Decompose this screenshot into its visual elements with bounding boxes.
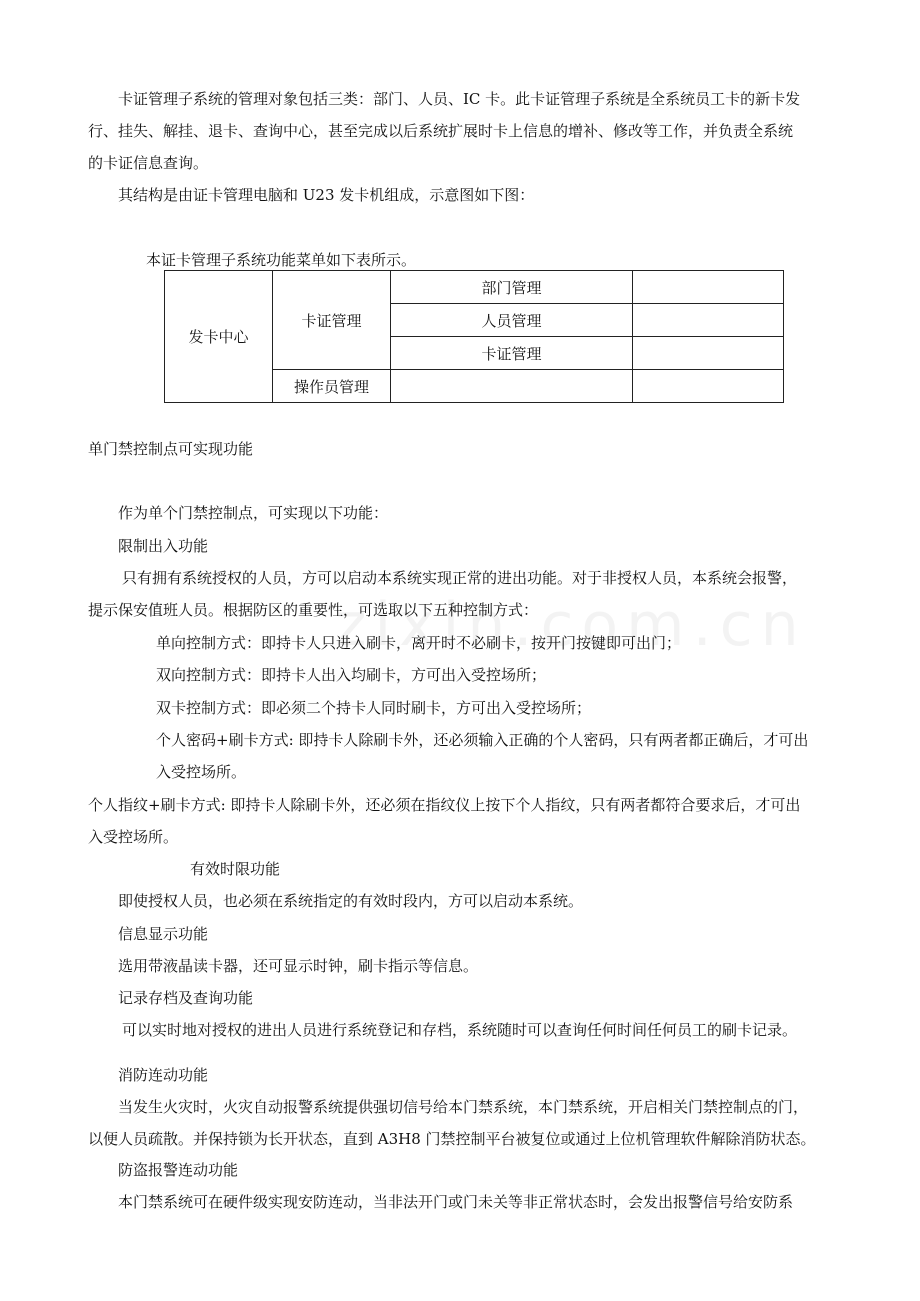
access-limit-line-1: 只有拥有系统授权的人员，方可以启动本系统实现正常的进出功能。对于非授权人员，本系统会报警， bbox=[122, 569, 798, 587]
table-cell-empty bbox=[633, 370, 784, 403]
info-display-text: 选用带液晶读卡器，还可显示时钟，刷卡指示等信息。 bbox=[118, 957, 479, 975]
mode-pin-card-line-2: 入受控场所。 bbox=[156, 763, 247, 781]
record-text: 可以实时地对授权的进出人员进行系统登记和存档，系统随时可以查询任何时间任何员工的刷卡记录。 bbox=[122, 1021, 798, 1039]
table-cell-operator-management: 操作员管理 bbox=[273, 370, 391, 403]
heading-alarm-link: 防盗报警连动功能 bbox=[118, 1161, 239, 1179]
as-single-point-line: 作为单个门禁控制点，可实现以下功能： bbox=[118, 504, 389, 522]
heading-record: 记录存档及查询功能 bbox=[118, 989, 254, 1007]
mode-one-way: 单向控制方式：即持卡人只进入刷卡，离开时不必刷卡，按开门按键即可出门； bbox=[156, 634, 682, 652]
table-cell-empty bbox=[391, 370, 633, 403]
heading-info-display: 信息显示功能 bbox=[118, 925, 209, 943]
table-cell-person-management: 人员管理 bbox=[391, 304, 633, 337]
mode-two-way: 双向控制方式：即持卡人出入均刷卡，方可出入受控场所； bbox=[156, 666, 547, 684]
table-cell-dept-management: 部门管理 bbox=[391, 271, 633, 304]
table-cell-empty bbox=[633, 271, 784, 304]
table-cell-card-management: 卡证管理 bbox=[273, 271, 391, 370]
heading-valid-time: 有效时限功能 bbox=[190, 860, 281, 878]
mode-fingerprint-line-1: 个人指纹+刷卡方式: 即持卡人除刷卡外，还必须在指纹仪上按下个人指纹，只有两者都符合要求后，才可出 bbox=[88, 796, 801, 814]
mode-pin-card-line-1: 个人密码+刷卡方式: 即持卡人除刷卡外，还必须输入正确的个人密码，只有两者都正确后，才可出 bbox=[156, 731, 809, 749]
fire-link-line-1: 当发生火灾时，火灾自动报警系统提供强切信号给本门禁系统，本门禁系统，开启相关门禁控制点的门， bbox=[118, 1098, 809, 1116]
table-cell-empty bbox=[633, 304, 784, 337]
heading-fire-link: 消防连动功能 bbox=[118, 1066, 209, 1084]
intro-line-3: 的卡证信息查询。 bbox=[88, 154, 209, 172]
alarm-link-line-1: 本门禁系统可在硬件级实现安防连动，当非法开门或门未关等非正常状态时，会发出报警信号给安防系 bbox=[118, 1193, 794, 1211]
table-cell-card-management-sub: 卡证管理 bbox=[391, 337, 633, 370]
table-cell-card-center: 发卡中心 bbox=[165, 271, 273, 403]
table-caption: 本证卡管理子系统功能菜单如下表所示。 bbox=[146, 251, 417, 269]
intro-line-1: 卡证管理子系统的管理对象包括三类：部门、人员、IC 卡。此卡证管理子系统是全系统员工卡的新卡发 bbox=[118, 90, 801, 108]
mode-fingerprint-line-2: 入受控场所。 bbox=[88, 828, 179, 846]
heading-access-limit: 限制出入功能 bbox=[118, 537, 209, 555]
function-menu-table bbox=[164, 270, 784, 403]
mode-dual-card: 双卡控制方式：即必须二个持卡人同时刷卡，方可出入受控场所； bbox=[156, 699, 592, 717]
valid-time-text: 即使授权人员，也必须在系统指定的有效时段内，方可以启动本系统。 bbox=[118, 892, 584, 910]
table-cell-empty bbox=[633, 337, 784, 370]
structure-line: 其结构是由证卡管理电脑和 U23 发卡机组成，示意图如下图： bbox=[118, 186, 535, 204]
fire-link-line-2: 以便人员疏散。并保持锁为长开状态，直到 A3H8 门禁控制平台被复位或通过上位机管理软件解除消防状态。 bbox=[88, 1130, 816, 1148]
intro-line-2: 行、挂失、解挂、退卡、查询中心，甚至完成以后系统扩展时卡上信息的增补、修改等工作，并负责全系统 bbox=[88, 122, 794, 140]
access-limit-line-2: 提示保安值班人员。根据防区的重要性，可选取以下五种控制方式： bbox=[88, 601, 539, 619]
section-heading-single-point: 单门禁控制点可实现功能 bbox=[88, 440, 254, 458]
